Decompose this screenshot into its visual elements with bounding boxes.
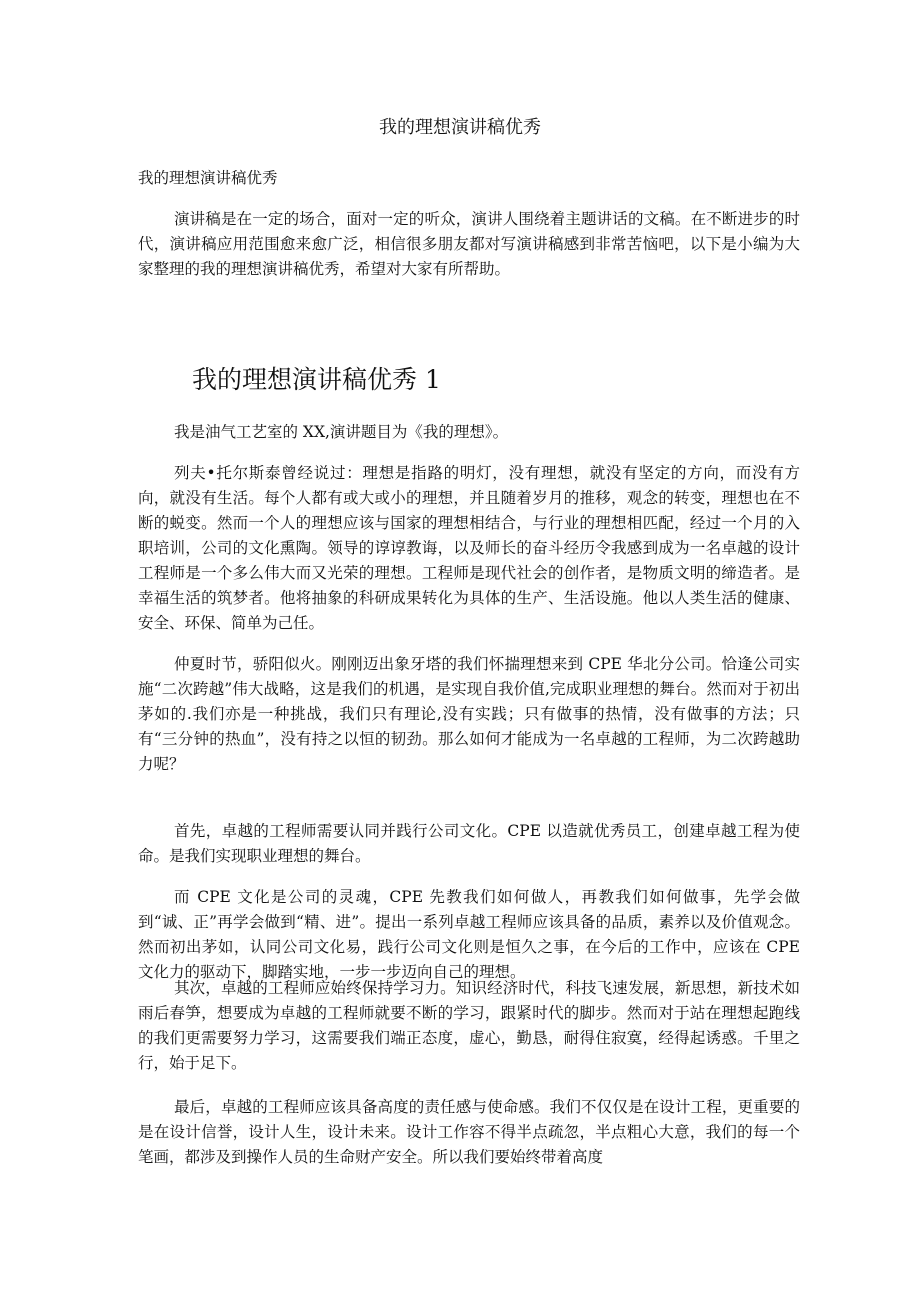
document-subtitle: 我的理想演讲稿优秀	[138, 169, 278, 187]
paragraph-6: 其次，卓越的工程师应始终保持学习力。知识经济时代，科技飞速发展，新思想，新技术如雨后春笋，想要成为卓越的工程师就要不断的学习，跟紧时代的脚步。然而对于站在理想起跑线的我们更需要努力学习，这需要我们端正态度，虚心，勤恳，耐得住寂寞，经得起诱惑。千里之行，始于足下。	[138, 979, 800, 1072]
paragraph-4: 首先，卓越的工程师需要认同并践行公司文化。CPE 以造就优秀员工，创建卓越工程为使命。是我们实现职业理想的舞台。	[138, 822, 800, 865]
paragraph-2: 列夫•托尔斯泰曾经说过：理想是指路的明灯，没有理想，就没有坚定的方向，而没有方向，就没有生活。每个人都有或大或小的理想，并且随着岁月的推移，观念的转变，理想也在不断的蜕变。然而一个人的理想应该与国家的理想相结合，与行业的理想相匹配，经过一个月的入职培训，公司的文化熏陶。领导的谆谆教诲，以及师长的奋斗经历令我感到成为一名卓越的设计工程师是一个多么伟大而又光荣的理想。工程师是现代社会的创作者，是物质文明的缔造者。是幸福生活的筑梦者。他将抽象的科研成果转化为具体的生产、生活设施。他以人类生活的健康、安全、环保、简单为己任。	[138, 464, 800, 632]
document-title: 我的理想演讲稿优秀	[379, 117, 541, 138]
paragraph-3: 仲夏时节，骄阳似火。刚刚迈出象牙塔的我们怀揣理想来到 CPE 华北分公司。恰逢公司实施“二次跨越”伟大战略，这是我们的机遇，是实现自我价值,完成职业理想的舞台。然而对于初出茅如的.我们亦是一种挑战，我们只有理论,没有实践；只有做事的热情，没有做事的方法；只有“三分钟的热血”，没有持之以恒的韧劲。那么如何才能成为一名卓越的工程师，为二次跨越助力呢？	[138, 655, 800, 773]
paragraph-1: 我是油气工艺室的 XX,演讲题目为《我的理想》。	[174, 423, 509, 441]
paragraph-7: 最后，卓越的工程师应该具备高度的责任感与使命感。我们不仅仅是在设计工程，更重要的是在设计信誉，设计人生，设计未来。设计工作容不得半点疏忽，半点粗心大意，我们的每一个笔画，都涉及到操作人员的生命财产安全。所以我们要始终带着高度	[138, 1098, 800, 1166]
section-heading: 我的理想演讲稿优秀 1	[192, 365, 441, 394]
paragraph-5: 而 CPE 文化是公司的灵魂，CPE 先教我们如何做人，再教我们如何做事，先学会做到“诚、正”再学会做到“精、进”。提出一系列卓越工程师应该具备的品质，素养以及价值观念。然而初出茅如，认同公司文化易，践行公司文化则是恒久之事，在今后的工作中，应该在 CPE 文化力的驱动下，脚踏实地，一步一步迈向自己的理想。	[138, 888, 800, 981]
intro-paragraph: 演讲稿是在一定的场合，面对一定的听众，演讲人围绕着主题讲话的文稿。在不断进步的时代，演讲稿应用范围愈来愈广泛，相信很多朋友都对写演讲稿感到非常苦恼吧，以下是小编为大家整理的我的理想演讲稿优秀，希望对大家有所帮助。	[138, 210, 800, 278]
